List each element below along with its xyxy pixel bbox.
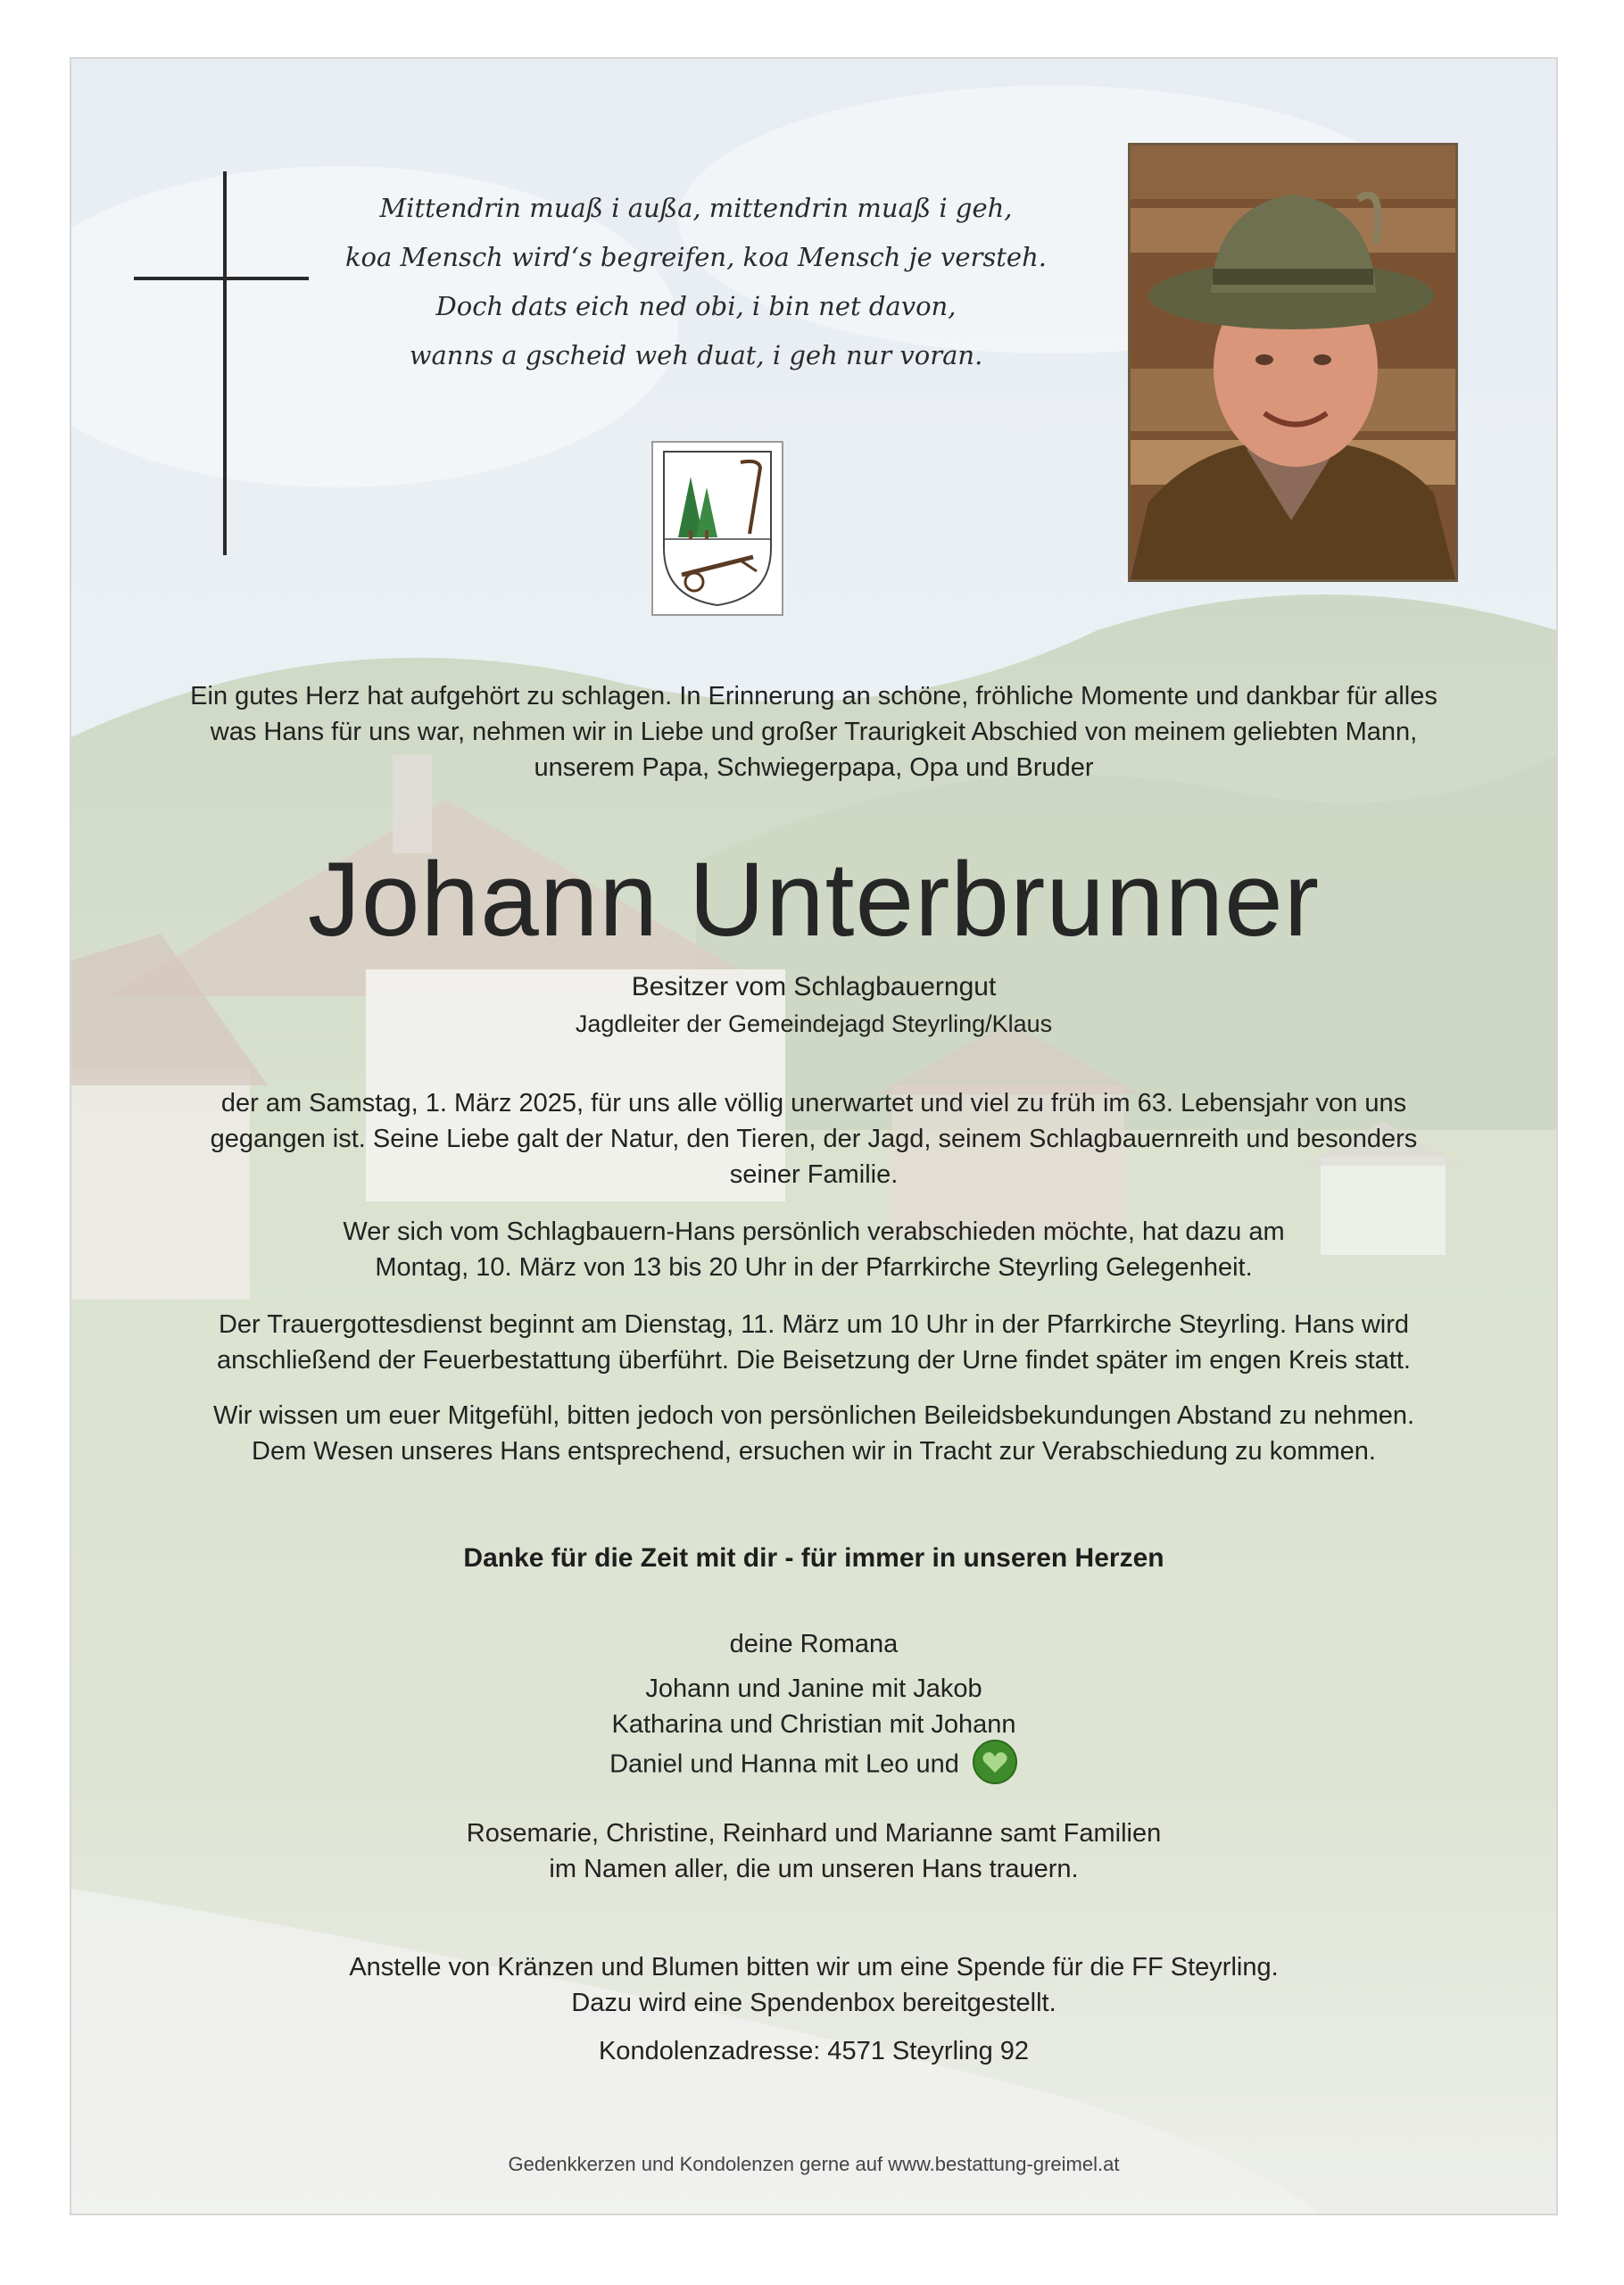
family-line: im Namen aller, die um unseren Hans trauern. (549, 1855, 1079, 1883)
paragraph-line: anschließend der Feuerbestattung überführt. Die Beisetzung der Urne findet später im engen Kreis statt. (217, 1346, 1411, 1375)
paragraph-line: Wer sich vom Schlagbauern-Hans persönlich verabschieden möchte, hat dazu am (343, 1217, 1285, 1246)
family-line: Johann und Janine mit Jakob (645, 1674, 982, 1703)
family-wife: deine Romana (729, 1630, 899, 1658)
paragraph-line: Montag, 10. März von 13 bis 20 Uhr in der Pfarrkirche Steyrling Gelegenheit. (375, 1253, 1253, 1282)
paragraph-line: Der Trauergottesdienst beginnt am Dienstag, 11. März um 10 Uhr in der Pfarrkirche Steyrling. Hans wird (218, 1310, 1410, 1339)
intro-text (107, 678, 1520, 785)
poem-line: koa Mensch wird‘s begreifen, koa Mensch je versteh. (344, 242, 1047, 272)
green-heart-icon (972, 1739, 1018, 1785)
obituary-card (70, 57, 1558, 2215)
thanks-line: Danke für die Zeit mit dir - für immer in unseren Herzen (463, 1543, 1164, 1573)
funeral-service (107, 1307, 1520, 1378)
donation-line: Dazu wird eine Spendenbox bereitgestellt. (571, 1989, 1056, 2017)
poem-line: Doch dats eich ned obi, i bin net davon, (435, 291, 957, 321)
portrait-photo (1128, 143, 1458, 582)
poem-line: Mittendrin muaß i außa, mittendrin muaß i geh, (379, 193, 1013, 223)
donation-line: Anstelle von Kränzen und Blumen bitten wir um eine Spende für die FF Steyrling. (349, 1953, 1279, 1982)
family-children (71, 1671, 1556, 1789)
farewell-viewing (107, 1214, 1520, 1285)
intro-line: Ein gutes Herz hat aufgehört zu schlagen. In Erinnerung an schöne, fröhliche Momente und dankbar für alles (190, 682, 1438, 710)
title-hunt-leader: Jagdleiter der Gemeindejagd Steyrling/Klaus (575, 1010, 1053, 1037)
family-line: Rosemarie, Christine, Reinhard und Marianne samt Familien (466, 1819, 1162, 1848)
donation-note (71, 1949, 1556, 2021)
family-line-text: Daniel und Hanna mit Leo und (609, 1749, 959, 1779)
paragraph-line: Dem Wesen unseres Hans entsprechend, ersuchen wir in Tracht zur Verabschiedung zu kommen. (252, 1437, 1376, 1466)
poem (339, 184, 1053, 380)
footer-website: Gedenkkerzen und Kondolenzen gerne auf www.bestattung-greimel.at (508, 2153, 1120, 2175)
portrait-illustration (1131, 145, 1455, 579)
family-line (71, 1742, 1556, 1789)
title-owner: Besitzer vom Schlagbauerngut (631, 972, 997, 1001)
paragraph-line: seiner Familie. (729, 1160, 899, 1189)
family-siblings (71, 1816, 1556, 1887)
death-announcement (107, 1085, 1520, 1192)
municipal-crest-icon (651, 441, 783, 616)
intro-line: was Hans für uns war, nehmen wir in Liebe und großer Traurigkeit Abschied von meinem geliebten Mann, (210, 718, 1418, 746)
paragraph-line: Wir wissen um euer Mitgefühl, bitten jedoch von persönlichen Beileidsbekundungen Abstand zu nehmen. (212, 1401, 1415, 1430)
condolence-address: Kondolenzadresse: 4571 Steyrling 92 (598, 2037, 1030, 2065)
deceased-name: Johann Unterbrunner (307, 841, 1321, 959)
intro-line: unserem Papa, Schwiegerpapa, Opa und Bruder (534, 753, 1094, 782)
condolence-request (107, 1398, 1520, 1469)
paragraph-line: der am Samstag, 1. März 2025, für uns alle völlig unerwartet und viel zu früh im 63. Lebensjahr von uns (220, 1089, 1407, 1118)
family-line: Katharina und Christian mit Johann (611, 1710, 1016, 1739)
poem-line: wanns a gscheid weh duat, i geh nur voran. (409, 340, 983, 370)
paragraph-line: gegangen ist. Seine Liebe galt der Natur, den Tieren, der Jagd, seinem Schlagbauernreith und besonders (210, 1125, 1418, 1153)
